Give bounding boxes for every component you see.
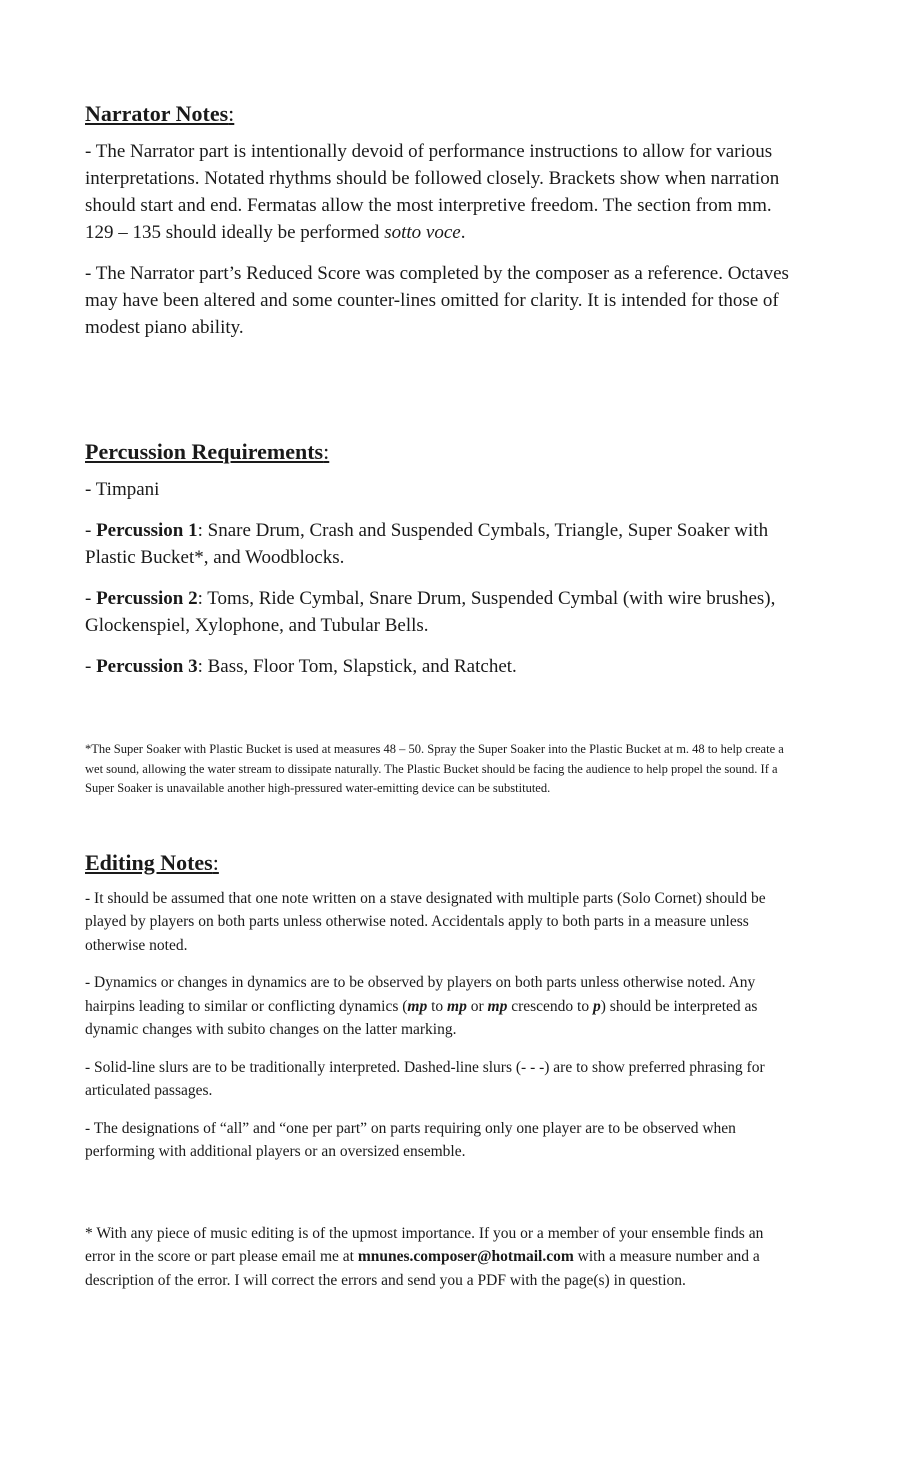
narrator-notes-heading-text: Narrator Notes bbox=[85, 101, 229, 126]
editing-paragraph-2-part-e: ) should be interpreted as dynamic changes with subito changes on the latter marking. bbox=[85, 997, 758, 1038]
spacer bbox=[85, 799, 795, 849]
percussion-1-dash: - bbox=[85, 520, 97, 541]
editing-paragraph-2-part-c: or bbox=[466, 997, 488, 1015]
editing-paragraph-3: - Solid-line slurs are to be traditionally interpreted. Dashed-line slurs (- - -) are to show preferred phrasing for articulated passages. bbox=[85, 1058, 765, 1099]
percussion-1-text: : Snare Drum, Crash and Suspended Cymbals, Triangle, Super Soaker with Plastic Bucket*, and Woodblocks. bbox=[85, 520, 769, 568]
sotto-voce-term: sotto voce bbox=[384, 222, 461, 243]
dynamic-p: p bbox=[593, 997, 601, 1015]
percussion-heading-colon: : bbox=[323, 439, 330, 464]
editing-paragraph-2-part-b: to bbox=[427, 997, 448, 1015]
narrator-paragraph-2: - The Narrator part’s Reduced Score was completed by the composer as a reference. Octaves may have been altered and some counter-lines omitted for clarity. It is intended for those of modest piano ability. bbox=[85, 263, 789, 338]
editing-paragraph-4: - The designations of “all” and “one per part” on parts requiring only one player are to be observed when performing with additional players or an oversized ensemble. bbox=[85, 1119, 736, 1160]
narrator-notes-heading-colon: : bbox=[228, 101, 235, 126]
percussion-2-dash: - bbox=[85, 588, 97, 609]
spacer bbox=[85, 1178, 795, 1222]
narrator-notes-section bbox=[85, 100, 795, 341]
dynamic-mp-2: mp bbox=[447, 997, 467, 1015]
composer-email: mnunes.composer@hotmail.com bbox=[357, 1248, 574, 1265]
editing-paragraph-2-part-d: crescendo to bbox=[507, 997, 593, 1015]
percussion-3-label: Percussion 3 bbox=[96, 656, 198, 677]
percussion-2-text: : Toms, Ride Cymbal, Snare Drum, Suspended Cymbal (with wire brushes), Glockenspiel, Xylophone, and Tubular Bells. bbox=[85, 588, 776, 636]
editing-paragraph-2-part-a: - Dynamics or changes in dynamics are to be observed by players on both parts unless otherwise noted. Any hairpins leading to similar or conflicting dynamics ( bbox=[85, 974, 756, 1015]
document-page bbox=[85, 100, 795, 1306]
error-report-note-part-a: * With any piece of music editing is of the upmost importance. If you or a member of your ensemble finds an error in the score or part please email me at bbox=[85, 1224, 764, 1265]
percussion-requirements-heading bbox=[85, 438, 795, 466]
editing-paragraph-1: - It should be assumed that one note written on a stave designated with multiple parts (Solo Cornet) should be played by players on both parts unless otherwise noted. Accidentals apply to both parts in a measure unless otherwise noted. bbox=[85, 889, 766, 954]
narrator-paragraph-1-end: . bbox=[460, 222, 466, 243]
editing-notes-heading bbox=[85, 849, 795, 877]
percussion-1-label: Percussion 1 bbox=[96, 520, 198, 541]
timpani-item: - Timpani bbox=[85, 479, 160, 500]
super-soaker-footnote: *The Super Soaker with Plastic Bucket is used at measures 48 – 50. Spray the Super Soaker into the Plastic Bucket at m. 48 to help create a wet sound, allowing the water stream to dissipate naturally. The Plastic Bucket should be facing the audience to help propel the sound. If a Super Soaker is unavailable another high-pressured water-emitting device can be substituted. bbox=[85, 742, 784, 795]
percussion-3-dash: - bbox=[85, 656, 97, 677]
editing-heading-text: Editing Notes bbox=[85, 849, 213, 875]
percussion-1-item bbox=[85, 517, 795, 571]
narrator-paragraph-1-text: - The Narrator part is intentionally devoid of performance instructions to allow for various interpretations. Notated rhythms should be followed closely. Brackets show when narration should start and end. Fermatas allow the most interpretive freedom. The section from mm. 129 – 135 should ideally be performed bbox=[85, 141, 780, 243]
error-report-note bbox=[85, 1222, 795, 1293]
editing-paragraph-2 bbox=[85, 971, 795, 1042]
percussion-2-label: Percussion 2 bbox=[96, 588, 198, 609]
percussion-heading-text: Percussion Requirements bbox=[85, 439, 324, 464]
percussion-2-item bbox=[85, 585, 795, 639]
error-report-note-part-b: with a measure number and a description of the error. I will correct the errors and send you a PDF with the page(s) in question. bbox=[85, 1248, 760, 1289]
spacer bbox=[85, 694, 795, 740]
narrator-notes-heading bbox=[85, 100, 795, 128]
editing-notes-section bbox=[85, 849, 795, 1164]
percussion-3-text: : Bass, Floor Tom, Slapstick, and Ratchet. bbox=[197, 656, 517, 677]
percussion-3-item bbox=[85, 653, 795, 680]
dynamic-mp-3: mp bbox=[487, 997, 508, 1015]
editing-heading-colon: : bbox=[212, 849, 219, 875]
percussion-requirements-section bbox=[85, 438, 795, 680]
spacer bbox=[85, 355, 795, 438]
narrator-paragraph-1 bbox=[85, 138, 795, 246]
dynamic-mp-1: mp bbox=[407, 997, 428, 1015]
